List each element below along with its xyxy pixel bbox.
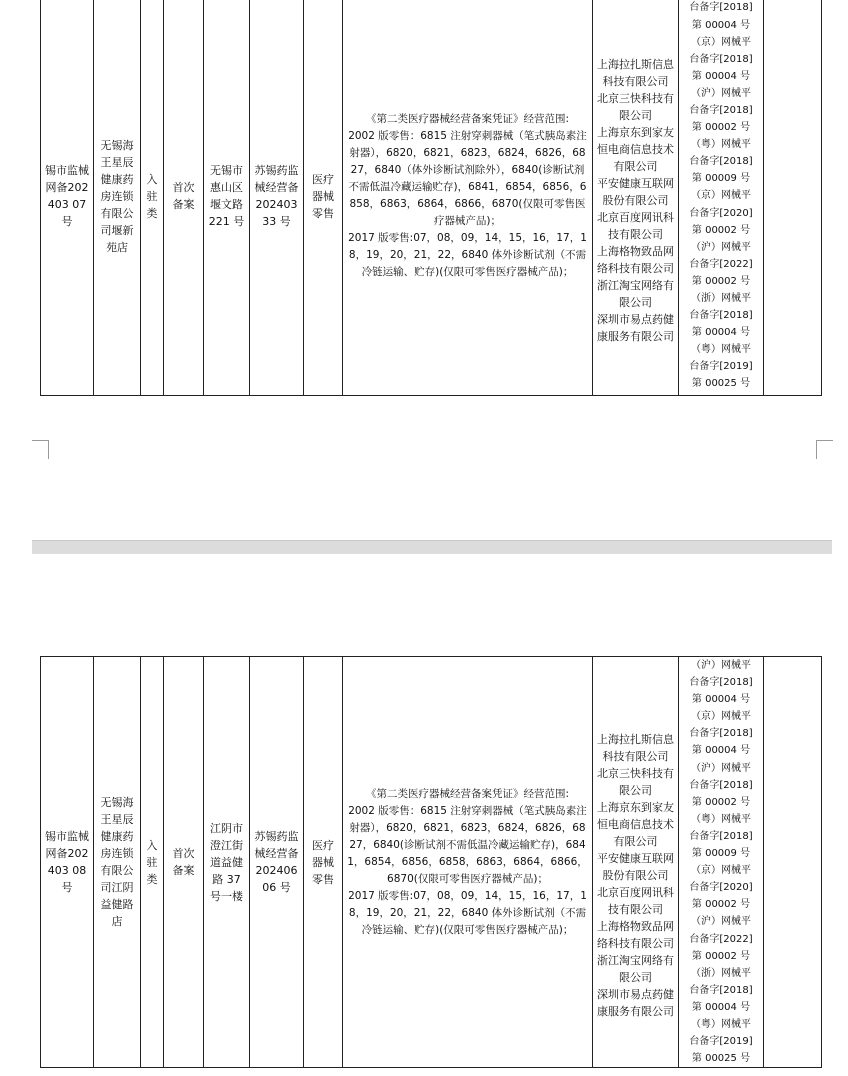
list-item: 上海京东到家友恒电商信息技术有限公司: [597, 125, 674, 173]
table-row: [41, 0, 822, 396]
scope-2017: 2017 版零售:07，08，09，14，15，16，17，18，19，20，21，22，6840 体外诊断试剂（不需冷链运输、贮存)(仅限可零售医疗器械产品)；: [348, 889, 587, 936]
list-item: 第 00002 号: [691, 950, 751, 962]
scope-title: 《第二类医疗器械经营备案凭证》经营范围:: [365, 113, 570, 125]
list-item: （京）网械平: [691, 36, 751, 48]
list-item: 台备字[2018]: [689, 104, 753, 116]
list-item: 台备字[2018]: [689, 2, 753, 14]
list-item: 第 00004 号: [691, 745, 751, 757]
list-item: 深圳市易点药健康服务有限公司: [597, 987, 674, 1018]
platform-list-cell: [593, 0, 679, 396]
list-item: 第 00002 号: [691, 122, 751, 134]
list-item: 台备字[2018]: [689, 677, 753, 689]
list-item: （沪）网械平: [691, 762, 751, 774]
license-number-cell: 苏锡药监械经营备20240606 号: [250, 657, 304, 1068]
mode-cell: 入驻类: [141, 657, 164, 1068]
filing-number-cell: 锡市监械网备202403 08 号: [41, 657, 94, 1068]
list-item: 第 00004 号: [691, 70, 751, 82]
business-scope-cell: [343, 657, 593, 1068]
list-item: 第 00004 号: [691, 694, 751, 706]
list-item: 台备字[2018]: [689, 728, 753, 740]
document-page-bottom: [0, 554, 848, 1076]
list-item: 第 00009 号: [691, 848, 751, 860]
list-item: 第 00004 号: [691, 327, 751, 339]
list-item: （浙）网械平: [691, 967, 751, 979]
list-item: （粤）网械平: [691, 139, 751, 151]
list-item: 第 00002 号: [691, 796, 751, 808]
list-item: 深圳市易点药健康服务有限公司: [597, 312, 674, 343]
list-item: 台备字[2018]: [689, 310, 753, 322]
scope-2002: 2002 版零售：6815 注射穿刺器械（笔式胰岛素注射器），6820，6821，6823，6824，6826，6827，6840(诊断试剂不需低温冷藏运输贮存)，6841，6854，6856，6858，6863，6864，6866，6870(仅限可零售医疗器械产品)；: [347, 804, 588, 885]
platform-list: [597, 731, 674, 1020]
list-item: 台备字[2020]: [689, 882, 753, 894]
list-item: （粤）网械平: [691, 1018, 751, 1030]
page-corner-mark: [816, 440, 833, 459]
scope-title: 《第二类医疗器械经营备案凭证》经营范围:: [365, 787, 570, 800]
platform-list: [597, 56, 674, 345]
list-item: 上海京东到家友恒电商信息技术有限公司: [597, 800, 674, 848]
filing-type-cell: 首次备案: [164, 657, 204, 1068]
list-item: 上海格物致品网络科技有限公司: [597, 244, 674, 275]
list-item: 台备字[2022]: [689, 933, 753, 945]
record-table-2: [40, 656, 822, 1068]
business-scope-cell: [343, 0, 593, 396]
list-item: 浙江淘宝网络有限公司: [597, 278, 674, 309]
list-item: 台备字[2018]: [689, 830, 753, 842]
mode-cell: 入驻类: [141, 0, 164, 396]
record-table-1: [40, 0, 822, 396]
filing-number-cell: 锡市监械网备202403 07 号: [41, 0, 94, 396]
list-item: 第 00009 号: [691, 173, 751, 185]
empty-cell: [764, 0, 822, 396]
address-cell: 江阴市澄江街道益健路 37号一楼: [204, 657, 250, 1068]
list-item: （沪）网械平: [691, 916, 751, 928]
platform-filing-cell: [679, 657, 764, 1068]
list-item: 上海拉扎斯信息科技有限公司: [597, 732, 674, 763]
list-item: 北京百度网讯科技有限公司: [597, 885, 674, 916]
list-item: 第 00025 号: [691, 378, 751, 390]
list-item: 台备字[2019]: [689, 1036, 753, 1048]
list-item: （京）网械平: [691, 865, 751, 877]
list-item: 台备字[2018]: [689, 984, 753, 996]
list-item: 第 00025 号: [691, 1053, 751, 1065]
list-item: 北京三快科技有限公司: [597, 766, 674, 797]
list-item: 台备字[2018]: [689, 53, 753, 65]
list-item: （京）网械平: [691, 711, 751, 723]
platform-filing-cell: [679, 0, 764, 396]
list-item: 北京百度网讯科技有限公司: [597, 210, 674, 241]
list-item: 台备字[2019]: [689, 361, 753, 373]
list-item: （浙）网械平: [691, 293, 751, 305]
list-item: （沪）网械平: [691, 241, 751, 253]
filing-type-cell: 首次备案: [164, 0, 204, 396]
license-number-cell: 苏锡药监械经营备20240333 号: [250, 0, 304, 396]
list-item: 平安健康互联网股份有限公司: [597, 851, 674, 882]
list-item: （粤）网械平: [691, 344, 751, 356]
list-item: （京）网械平: [691, 190, 751, 202]
company-name-cell: 无锡海王星辰健康药房连锁有限公司堰新苑店: [94, 0, 141, 396]
company-name-cell: 无锡海王星辰健康药房连锁有限公司江阴益健路店: [94, 657, 141, 1068]
list-item: 第 00002 号: [691, 899, 751, 911]
scope-2002: 2002 版零售：6815 注射穿刺器械（笔式胰岛素注射器），6820，6821，6823，6824，6826，6827，6840（体外诊断试剂除外），6840(诊断试剂不需低温冷藏运输贮存)，6841，6854，6856，6858，6863，6864，6866，6870(仅限可零售医疗器械产品)；: [348, 130, 587, 227]
platform-list-cell: [593, 657, 679, 1068]
list-item: 上海拉扎斯信息科技有限公司: [597, 57, 674, 88]
list-item: （粤）网械平: [691, 813, 751, 825]
list-item: 第 00004 号: [691, 19, 751, 31]
list-item: 北京三快科技有限公司: [597, 91, 674, 122]
list-item: 平安健康互联网股份有限公司: [597, 176, 674, 207]
list-item: 第 00002 号: [691, 224, 751, 236]
category-cell: 医疗器械零售: [304, 0, 343, 396]
list-item: 第 00004 号: [691, 1001, 751, 1013]
list-item: 台备字[2020]: [689, 207, 753, 219]
list-item: 台备字[2022]: [689, 258, 753, 270]
list-item: 第 00002 号: [691, 275, 751, 287]
list-item: （沪）网械平: [691, 87, 751, 99]
page-corner-mark: [32, 440, 49, 459]
empty-cell: [764, 657, 822, 1068]
address-cell: 无锡市惠山区堰文路 221 号: [204, 0, 250, 396]
table-row: [41, 657, 822, 1068]
list-item: （沪）网械平: [691, 660, 751, 671]
category-cell: 医疗器械零售: [304, 657, 343, 1068]
list-item: 上海格物致品网络科技有限公司: [597, 919, 674, 950]
list-item: 台备字[2018]: [689, 156, 753, 168]
list-item: 浙江淘宝网络有限公司: [597, 953, 674, 984]
list-item: 台备字[2018]: [689, 779, 753, 791]
scope-2017: 2017 版零售:07，08，09，14，15，16，17，18，19，20，21，22，6840 体外诊断试剂（不需冷链运输、贮存)(仅限可零售医疗器械产品)；: [348, 232, 587, 278]
